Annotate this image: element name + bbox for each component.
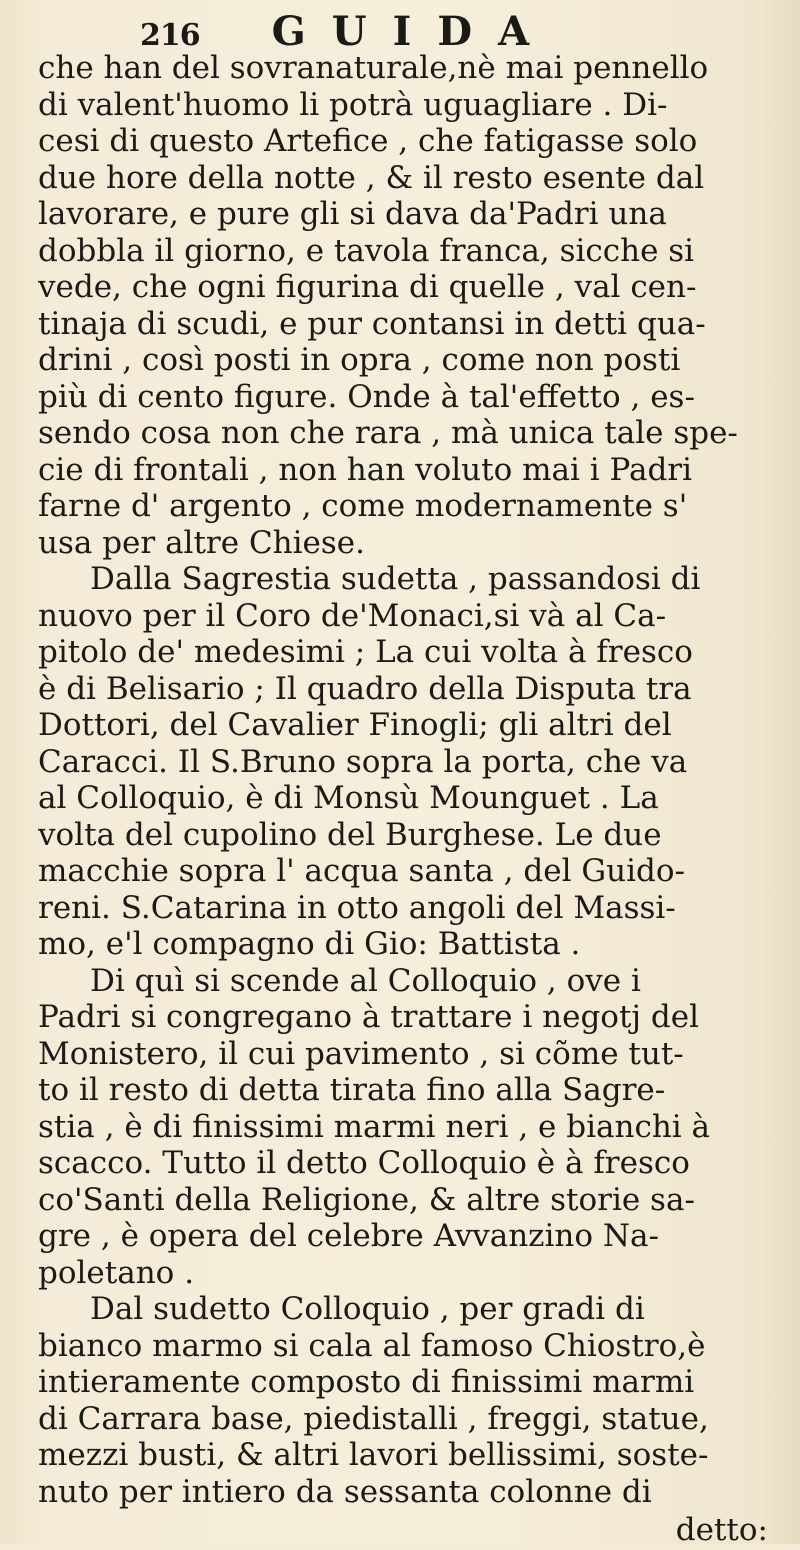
text-line: Dottori, del Cavalier Finogli; gli altri del	[38, 707, 672, 743]
text-line: Padri si congregano à trattare i negotj del	[38, 999, 699, 1035]
text-line: al Colloquio, è di Monsù Mounguet . La	[38, 780, 659, 816]
text-line: cesi di questo Artefice , che fatigasse solo	[38, 123, 698, 159]
body-text	[38, 50, 786, 1550]
text-line: reni. S.Catarina in otto angoli del Massi-	[38, 889, 676, 926]
text-line: cie di frontali , non han voluto mai i Padri	[38, 451, 693, 488]
text-line: sendo cosa non che rara , mà unica tale spe-	[38, 415, 738, 451]
text-line: co'Santi della Religione, & altre storie sa-	[38, 1181, 695, 1218]
text-line: usa per altre Chiese.	[38, 524, 365, 561]
text-line: pitolo de' medesimi ; La cui volta à fresco	[38, 634, 693, 670]
text-line: stia , è di finissimi marmi neri , e bianchi à	[38, 1108, 711, 1145]
paragraph-start-line: Dal sudetto Colloquio , per gradi di	[90, 1291, 645, 1327]
text-line: vede, che ogni figurina di quelle , val cen-	[38, 269, 697, 305]
text-line: intieramente composto di finissimi marmi	[38, 1364, 695, 1400]
text-line: macchie sopra l' acqua santa , del Guido-	[38, 853, 685, 889]
running-title: GUIDA	[271, 8, 556, 55]
text-line: bianco marmo si cala al famoso Chiostro,è	[38, 1327, 706, 1364]
running-head	[140, 8, 786, 55]
text-line: lavorare, e pure gli si dava da'Padri una	[38, 196, 667, 232]
catchword: detto:	[675, 1512, 768, 1548]
text-line: dobbla il giorno, e tavola franca, sicche si	[38, 232, 695, 269]
text-line: di valent'huomo li potrà uguagliare . Di-	[38, 86, 668, 123]
text-line: scacco. Tutto il detto Colloquio è à fresco	[38, 1145, 690, 1181]
text-line: Caracci. Il S.Bruno sopra la porta, che va	[38, 743, 688, 780]
page-number: 216	[140, 18, 200, 53]
text-line: nuovo per il Coro de'Monaci,si và al Ca-	[38, 597, 667, 634]
text-line: to il resto di detta tirata fino alla Sagre-	[38, 1072, 666, 1108]
text-line: volta del cupolino del Burghese. Le due	[38, 816, 662, 853]
paragraph-start-line: Dalla Sagrestia sudetta , passandosi di	[90, 561, 701, 597]
text-line: nuto per intiero da sessanta colonne di	[38, 1473, 652, 1510]
text-line: mezzi busti, & altri lavori bellissimi, soste-	[38, 1437, 709, 1473]
text-line: che han del sovranaturale,nè mai pennello	[38, 50, 709, 86]
text-line: poletano .	[38, 1254, 195, 1291]
text-line: più di cento figure. Onde à tal'effetto , es-	[38, 378, 695, 415]
text-line: farne d' argento , come modernamente s'	[38, 488, 688, 524]
text-line: è di Belisario ; Il quadro della Disputa tra	[38, 670, 692, 707]
text-line: mo, e'l compagno di Gio: Battista .	[38, 926, 581, 962]
text-line: gre , è opera del celebre Avvanzino Na-	[38, 1218, 659, 1254]
text-line: drini , così posti in opra , come non posti	[38, 342, 681, 378]
text-line: due hore della notte , & il resto esente dal	[38, 159, 705, 196]
text-line: tinaja di scudi, e pur contansi in detti qua-	[38, 305, 706, 342]
paragraph-start-line: Di quì si scende al Colloquio , ove i	[90, 962, 641, 999]
text-line: Monistero, il cui pavimento , si cõme tut-	[38, 1035, 684, 1072]
text-line: di Carrara base, piedistalli , freggi, statue,	[38, 1400, 709, 1437]
